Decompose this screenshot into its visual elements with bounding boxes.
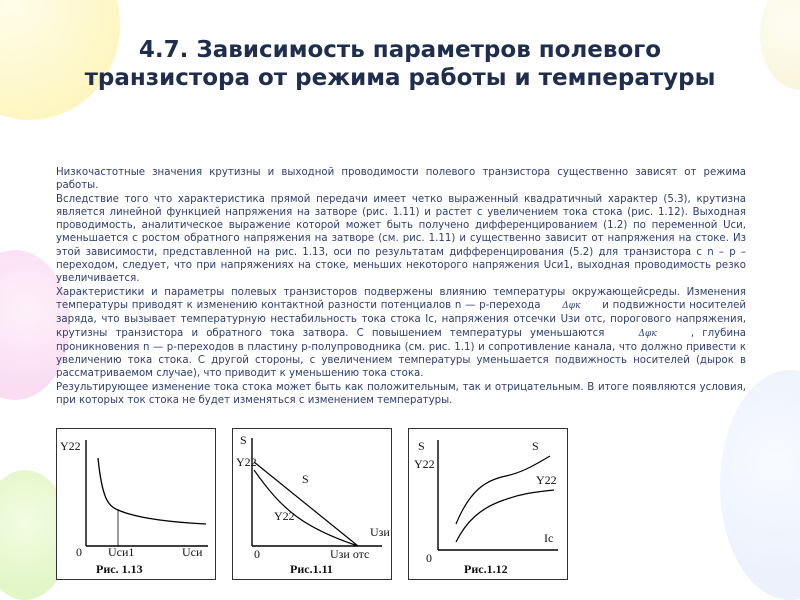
y-label-s: S — [240, 433, 247, 447]
origin-label: 0 — [426, 551, 432, 565]
figure-1-11-svg — [232, 428, 392, 580]
figure-1-12-svg — [408, 428, 568, 580]
formula-delta-phi: Δφк — [562, 300, 581, 311]
figure-caption: Рис.1.11 — [290, 562, 333, 576]
origin-label: 0 — [76, 545, 82, 559]
y-label-y22: Y22 — [414, 457, 435, 471]
figure-1-13-svg — [56, 428, 216, 580]
figure-frame — [409, 429, 568, 580]
figure-caption: Рис. 1.13 — [96, 562, 143, 576]
figure-caption: Рис.1.12 — [464, 562, 508, 576]
y22-curve-label: Y22 — [536, 473, 557, 487]
uzi-ots-label: Uзи отс — [330, 547, 370, 561]
y22-curve-label: Y22 — [274, 509, 295, 523]
x-end-label: Uзи — [370, 525, 390, 539]
paragraph-temperature-part1: Характеристики и параметры полевых транзисторов подвержены влиянию температуры окружающейсреды. Изменения температуры приводят к изменению контактной разности потенциалов n — p-перехода — [56, 286, 746, 311]
figure-1-11 — [232, 428, 392, 580]
y-label-y22: Y22 — [236, 455, 257, 469]
body-text — [56, 166, 746, 407]
uci1-label: Uси1 — [108, 545, 135, 559]
y-label-s: S — [418, 439, 425, 453]
paragraph-temperature-part3: , глубина проникновения n — p-переходов в пластину p-полупроводника (см. рис. 1.1) и сопротивление канала, что должно привести к увеличению тока стока. С другой стороны, с увеличением температуры уменьшается подвижность носителей (дырок в рассматриваемом случае), что приводит к уменьшению тока стока. — [56, 327, 746, 380]
y22-curve — [98, 458, 206, 524]
x-axis-label: Uси — [182, 545, 203, 559]
origin-label: 0 — [254, 547, 260, 561]
formula-delta-phi-2: Δφк — [638, 328, 657, 339]
paragraph-temperature-part2: и подвижности носителей заряда, что вызывает температурную нестабильность тока стока Ic, напряжения отсечки Uзи отс, порогового напряжения, крутизны транзистора и обратного тока затвора. С повышением температуры уменьшаются — [56, 299, 746, 339]
paragraph-result: Результирующее изменение тока стока может быть как положительным, так и отрицательным. В итоге появляются условия, при которых ток стока не будет изменяться с изменением температуры. — [56, 381, 746, 407]
s-curve-label: S — [532, 439, 539, 453]
s-curve — [456, 456, 550, 524]
slide-title: 4.7. Зависимость параметров полевого транзистора от режима работы и температуры — [84, 37, 716, 91]
paragraph-steepness: Вследствие того что характеристика прямой передачи имеет четко выраженный квадратичный характер (5.3), крутизна является линейной функцией напряжения на затворе (рис. 1.11) и растет с увеличением тока стока (рис. 1.12). Выходная проводимость, аналитическое выражение которой может быть получено дифференцированием (1.2) по переменной Uси, уменьшается с ростом обратного напряжения на затворе (см. рис. 1.11) и существенно зависит от напряжения на стоке. Из этой зависимости, представленной на рис. 1.13, оси по результатам дифференцирования (5.2) для транзистора с n – p – переходом, следует, что при напряжениях на стоке, меньших некоторого напряжения Uси1, выходная проводимость резко увеличивается. — [56, 193, 746, 285]
paragraph-temperature — [56, 286, 746, 381]
balloon-decoration-top-right — [760, 0, 800, 90]
figure-1-13 — [56, 428, 216, 580]
paragraph-intro: Низкочастотные значения крутизны и выходной проводимости полевого транзистора существенно зависят от режима работы. — [56, 167, 746, 192]
x-axis-label: Ic — [544, 531, 554, 545]
figure-1-12 — [408, 428, 568, 580]
s-curve-label: S — [302, 472, 309, 486]
y-axis-label: Y22 — [60, 439, 81, 453]
